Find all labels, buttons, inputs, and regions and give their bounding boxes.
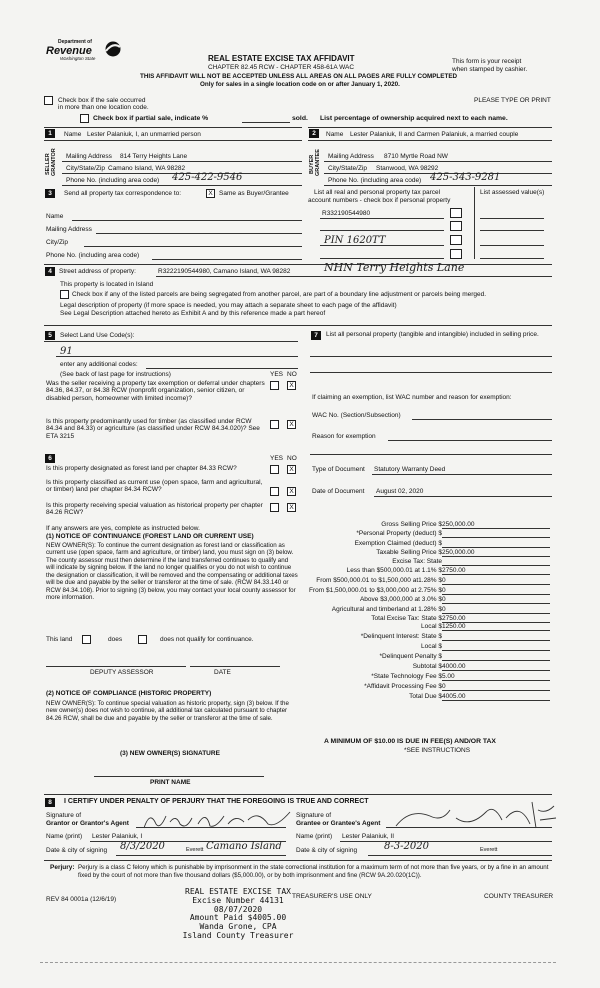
parcel-2: PIN 1620TT <box>324 235 386 246</box>
property-located: This property is located in Island <box>60 281 154 288</box>
sig-grantee-label-2: Grantee or Grantee's Agent <box>296 820 381 827</box>
parcels-header-1: List all real and personal property tax parcel <box>314 189 441 196</box>
stamp-line-4: Amount Paid $4005.00 <box>189 913 287 923</box>
partial-sale-label: Check box if partial sale, indicate % <box>93 115 209 122</box>
tax-row-label: From $1,500,000.01 to $3,000,000 at 2.75% $ <box>309 587 442 594</box>
tax-row-label: Local $ <box>421 623 442 630</box>
s6-question-3: Is this property receiving special valuation as historical property per chapter 84.26 RCW? <box>46 502 263 517</box>
tax-row-label: Less than $500,000.01 at 1.1% $ <box>346 567 442 574</box>
tax-row-value: 0 <box>442 606 446 613</box>
revenue-logo-icon <box>102 40 124 58</box>
multi-location-checkbox[interactable] <box>44 96 53 105</box>
buyer-phone: 425-343-9281 <box>430 172 501 183</box>
see-back-label: (See back of last page for instructions) <box>60 371 171 378</box>
legal-description-1: Legal description of property (if more space is needed, you may attach a separate sheet to each page of the affidavit) <box>60 302 397 309</box>
corr-city-label: City/Zip <box>46 239 69 246</box>
county-treasurer: COUNTY TREASURER <box>484 893 554 900</box>
partial-sale-percent-line[interactable] <box>242 122 290 123</box>
buyer-city-label: City/State/Zip <box>328 165 368 172</box>
tax-row-value: 0 <box>442 683 446 690</box>
minimum-due-note: A MINIMUM OF $10.00 IS DUE IN FEE(S) AND/OR TAX <box>324 738 496 745</box>
tax-row-rule <box>442 584 550 585</box>
receipt-note-2: when stamped by cashier. <box>452 66 528 73</box>
tax-row-value: 2750.00 <box>442 567 466 574</box>
tax-row-value: 2750.00 <box>442 615 466 622</box>
tax-row-rule <box>442 670 550 671</box>
tax-row-value: 0 <box>442 587 446 594</box>
segregated-checkbox[interactable] <box>60 290 69 299</box>
seller-name-label: Name <box>64 131 82 138</box>
rev-number: REV 84 0001a (12/6/19) <box>46 896 117 903</box>
wac-label: WAC No. (Section/Subsection) <box>312 412 401 419</box>
street-address-handwritten: NHN Terry Heights Lane <box>324 261 465 274</box>
reason-rule <box>388 440 552 441</box>
parcel-1: R332190544980 <box>322 210 371 217</box>
s6-q2-no-checkbox[interactable]: X <box>287 487 296 496</box>
corr-city-rule <box>84 246 302 247</box>
s5-q1-no-checkbox[interactable]: X <box>287 381 296 390</box>
tax-row-label: From $500,000.01 to $1,500,000 at1.28% $ <box>316 577 442 584</box>
parcel-rule-4 <box>320 258 444 259</box>
tax-row-rule <box>442 528 550 529</box>
correspondence-label: Send all property tax correspondence to: <box>64 190 182 197</box>
corr-phone-rule <box>152 259 302 260</box>
s5-yes-header: YES <box>270 371 284 378</box>
s5-question-1: Was the seller receiving a property tax exemption or deferral under chapters 84.36, 84.37, or 84.38 RCW (nonprofit organization, senior citizen, or disabled person, homeowner with limited income)? <box>46 380 265 402</box>
buyer-side-label-1: BUYER <box>309 154 315 174</box>
corr-name-label: Name <box>46 213 64 220</box>
warning-text: THIS AFFIDAVIT WILL NOT BE ACCEPTED UNLESS ALL AREAS ON ALL PAGES ARE FULLY COMPLETED <box>140 73 458 80</box>
revenue-logo <box>46 40 95 61</box>
tax-row-label: *State Technology Fee $ <box>371 673 442 680</box>
tax-row-rule <box>442 603 550 604</box>
certify-statement: I CERTIFY UNDER PENALTY OF PERJURY THAT THE FOREGOING IS TRUE AND CORRECT <box>64 798 369 805</box>
multi-location-label-1: Check box if the sale occurred <box>58 97 146 104</box>
legal-description-2: See Legal Description attached hereto as Exhibit A and by this reference made a part hereof <box>60 310 326 317</box>
treasurer-stamp <box>176 888 300 941</box>
section-8-number: 8 <box>45 798 55 807</box>
does-not-qualify-label: does not qualify for continuance. <box>160 636 254 643</box>
tax-row-label: Excise Tax: State <box>392 558 442 565</box>
tax-row-value: 5.00 <box>442 673 455 680</box>
additional-codes-label: enter any additional codes: <box>60 361 138 368</box>
buyer-mailing-rule <box>324 161 552 162</box>
notice-1-title: (1) NOTICE OF CONTINUANCE (FOREST LAND OR CURRENT USE) <box>46 533 254 540</box>
s6-question-1: Is this property designated as forest land per chapter 84.33 RCW? <box>46 465 237 472</box>
grantor-city-typed: Everett <box>186 847 204 853</box>
grantor-date-rule <box>116 855 286 856</box>
section-6-number: 6 <box>45 454 55 463</box>
only-for-text: Only for sales in a single location code on or after January 1, 2020. <box>200 81 400 88</box>
form-title: REAL ESTATE EXCISE TAX AFFIDAVIT <box>208 54 355 63</box>
stamp-line-2: Excise Number 44131 <box>192 895 284 905</box>
deputy-date-label: DATE <box>214 669 231 676</box>
multi-location-label-2: in more than one location code. <box>58 104 149 111</box>
seller-name-rule <box>44 140 302 141</box>
section-2-top-rule <box>308 127 552 128</box>
parcel-rule-2 <box>320 230 444 231</box>
tax-row-value: 250,000.00 <box>442 549 475 556</box>
corr-mailing-rule <box>96 233 302 234</box>
perjury-label: Perjury: <box>50 864 75 871</box>
page-bottom-edge <box>40 962 556 963</box>
partial-sale-checkbox[interactable] <box>80 114 89 123</box>
sig-grantor-label-1: Signature of <box>46 812 82 819</box>
personal-property-label: List all personal property (tangible and intangible) included in selling price. <box>326 331 539 338</box>
tax-row-value: 250,000.00 <box>442 521 475 528</box>
deputy-assessor-rule <box>46 666 186 667</box>
reason-rule-2 <box>310 454 552 455</box>
doc-date: August 02, 2020 <box>376 488 424 495</box>
doc-type-label: Type of Document <box>312 466 365 473</box>
sig-grantee-label-1: Signature of <box>296 812 332 819</box>
tax-row-rule <box>442 660 550 661</box>
personal-property-rule-1 <box>310 356 552 357</box>
tax-row-rule <box>442 537 550 538</box>
receipt-note-1: This form is your receipt <box>452 58 522 65</box>
parcels-divider <box>474 187 475 259</box>
parcel-4-personal-checkbox[interactable] <box>450 249 462 259</box>
agency-name: Revenue <box>46 44 92 57</box>
deputy-date-rule <box>190 666 280 667</box>
s6-q1-no-checkbox[interactable]: X <box>287 465 296 474</box>
wac-rule <box>412 419 552 420</box>
assessed-rule-4 <box>480 258 544 259</box>
assessed-header: List assessed value(s) <box>480 189 545 196</box>
grantor-name: Lester Palaniuk, I <box>92 833 143 840</box>
parcel-3-personal-checkbox[interactable] <box>450 235 462 245</box>
tax-row-label: Taxable Selling Price $ <box>376 549 442 556</box>
agency-state: Washington State <box>60 55 96 61</box>
stamp-line-6: Island County Treasurer <box>182 930 294 940</box>
seller-phone-label: Phone No. (including area code) <box>66 177 160 184</box>
assessed-rule-2 <box>480 230 544 231</box>
tax-row-value: 0 <box>442 577 446 584</box>
s6-q3-yes-checkbox[interactable] <box>270 503 279 512</box>
seller-side-label-1: SELLER <box>45 153 51 175</box>
stamp-line-3: 08/07/2020 <box>213 904 263 914</box>
tax-row-rule <box>442 556 550 557</box>
s6-question-2: Is this property classified as current use (open space, farm and agricultural, or timber) land per chapter 84.34 RCW? <box>46 479 263 494</box>
buyer-mailing-label: Mailing Address <box>328 153 374 160</box>
land-use-code: 91 <box>60 346 73 357</box>
stamp-line-5: Wanda Grone, CPA <box>199 922 277 932</box>
s6-no-header: NO <box>287 455 297 462</box>
treasurer-use-only: TREASURER'S USE ONLY <box>292 893 372 900</box>
does-label: does <box>108 636 123 643</box>
seller-name: Lester Palaniuk, I, an unmarried person <box>87 131 201 138</box>
tax-row-rule <box>442 630 550 631</box>
buyer-name-label: Name <box>326 131 344 138</box>
assessed-rule-1 <box>480 218 544 219</box>
street-address-label: Street address of property: <box>59 268 136 275</box>
sig-grantor-label-2: Grantor or Grantor's Agent <box>46 820 129 827</box>
buyer-name: Lester Palaniuk, II and Carmen Palaniuk, a married couple <box>350 131 519 138</box>
exemption-claim-label: If claiming an exemption, list WAC number and reason for exemption: <box>312 394 512 401</box>
tax-row-rule <box>442 680 550 681</box>
buyer-phone-rule <box>324 185 552 186</box>
grantee-date-city-label: Date & city of signing <box>296 847 358 854</box>
grantor-date: 8/3/2020 <box>120 841 165 852</box>
agency-label: Department of <box>58 39 92 45</box>
tax-row-value: 0 <box>442 596 446 603</box>
land-use-code-rule <box>56 356 298 357</box>
seller-phone-rule <box>62 185 302 186</box>
grantee-name-rule <box>340 841 552 842</box>
personal-property-rule-2 <box>310 372 552 373</box>
tax-row-rule <box>442 650 550 651</box>
section-8-top-rule <box>44 794 552 795</box>
same-as-buyer-checkbox[interactable]: X <box>206 189 215 198</box>
grantee-date: 8-3-2020 <box>384 841 429 852</box>
perjury-top-rule <box>44 860 552 861</box>
seller-city-label: City/State/Zip <box>66 165 106 172</box>
tax-row-rule <box>442 700 550 701</box>
seller-mailing: 814 Terry Heights Lane <box>120 153 188 160</box>
grantee-name: Lester Palaniuk, II <box>342 833 395 840</box>
segregated-label: Check box if any of the listed parcels are being segregated from another parcel, are part of a boundary line adjustment or parcels being merged. <box>72 291 487 298</box>
grantee-city-typed: Everett <box>480 847 498 853</box>
tax-row-label: *Affidavit Processing Fee $ <box>364 683 442 690</box>
tax-row-value: 4000.00 <box>442 663 466 670</box>
buyer-mailing: 8710 Myrtle Road NW <box>384 153 448 160</box>
section-2-number: 2 <box>309 129 319 138</box>
buyer-phone-label: Phone No. (including area code) <box>328 177 422 184</box>
tax-row-label: *Personal Property (deduct) $ <box>356 530 442 537</box>
section-5-number: 5 <box>45 331 55 340</box>
tax-row-rule <box>442 547 550 548</box>
parcel-rule-1 <box>320 218 444 219</box>
if-yes-note: If any answers are yes, complete as instructed below. <box>46 525 200 532</box>
section-1-number: 1 <box>45 129 55 138</box>
assessed-rule-3 <box>480 245 544 246</box>
buyer-city: Stanwood, WA 98292 <box>376 165 439 172</box>
doc-type-rule <box>372 474 552 475</box>
tax-row-label: Gross Selling Price $ <box>381 521 442 528</box>
see-instructions-note: *SEE INSTRUCTIONS <box>404 747 471 754</box>
tax-row-value: 1250.00 <box>442 623 466 630</box>
s6-q2-yes-checkbox[interactable] <box>270 487 279 496</box>
section-3-number: 3 <box>45 189 55 198</box>
form-chapter: CHAPTER 82.45 RCW - CHAPTER 458-61A WAC <box>208 64 355 71</box>
buyer-name-rule <box>308 140 552 141</box>
grantor-date-city-label: Date & city of signing <box>46 847 108 854</box>
parcel-2-personal-checkbox[interactable] <box>450 221 462 231</box>
grantee-name-label: Name (print) <box>296 833 333 840</box>
notice-2-title: (2) NOTICE OF COMPLIANCE (HISTORIC PROPERTY) <box>46 690 212 697</box>
land-use-label: Select Land Use Code(s): <box>60 332 135 339</box>
s5-q1-yes-checkbox[interactable] <box>270 381 279 390</box>
tax-row-label: *Delinquent Penalty $ <box>379 653 442 660</box>
reason-label: Reason for exemption <box>312 433 376 440</box>
new-owner-signature-label: (3) NEW OWNER(S) SIGNATURE <box>120 750 220 757</box>
same-as-buyer-label: Same as Buyer/Grantee <box>219 190 289 197</box>
grantee-signature <box>390 798 562 832</box>
street-address: R3222190544980, Camano Island, WA 98282 <box>158 268 291 275</box>
tax-row-label: Total Due $ <box>409 693 442 700</box>
tax-row-label: Subtotal $ <box>412 663 442 670</box>
land-use-header-rule <box>44 341 298 342</box>
tax-row-label: Above $3,000,000 at 3.0% $ <box>359 596 442 603</box>
section-7-number: 7 <box>311 331 321 340</box>
print-name-label: PRINT NAME <box>150 779 191 786</box>
deputy-assessor-label: DEPUTY ASSESSOR <box>90 669 154 676</box>
notice-1-body: NEW OWNER(S): To continue the current designation as forest land or classification as current use (open space, farm and agriculture, or timber) land, you must sign on (3) below. The county assessor must then determine if the land transferred continues to qualify and will indicate by signing below. If the land no longer qualifies or you do not wish to continue the designation or classification, it will be removed and the compensating or additional taxes will be due and payable by the seller or transferor at the time of sale. (RCW 84.33.140 or RCW 84.34.108). Prior to signing (3) below, you may contact your local county assessor for more information. <box>46 542 298 602</box>
perjury-text: Perjury is a class C felony which is punishable by imprisonment in the state correctional institution for a maximum term of not more than five years, or by a fine in an amount fixed by the court of not more than five thousand dollars ($5,000.00), or by both imprisonment and fine (RCW 9A.20.020(1C)). <box>78 864 549 879</box>
corr-phone-label: Phone No. (including area code) <box>46 252 140 259</box>
corr-mailing-label: Mailing Address <box>46 226 92 233</box>
section-4-bottom-rule <box>44 325 552 326</box>
s5-q2-yes-checkbox[interactable] <box>270 420 279 429</box>
land-does-checkbox[interactable] <box>82 635 91 644</box>
seller-side-label-2: GRANTOR <box>51 148 57 176</box>
tax-row-rule <box>442 565 550 566</box>
notice-2-body: NEW OWNER(S): To continue special valuation as historic property, sign (3) below. If the new owner(s) does not wish to continue, all additional tax calculated pursuant to chapter 84.26 RCW, shall be due and payable by the seller or transferor at the time of sale. <box>46 700 289 722</box>
section-4-top-rule <box>44 264 552 265</box>
buyer-side-label-2: GRANTEE <box>315 149 321 176</box>
seller-city: Camano Island, WA 98282 <box>108 165 186 172</box>
s5-q2-no-checkbox[interactable]: X <box>287 420 296 429</box>
tax-row-label: Exemption Claimed (deduct) $ <box>354 540 442 547</box>
tax-row-label: *Delinquent Interest: State $ <box>360 633 442 640</box>
section-1-top-rule <box>44 127 302 128</box>
seller-mailing-rule <box>62 161 302 162</box>
tax-row-value: 4005.00 <box>442 693 466 700</box>
street-address-rule <box>156 276 552 277</box>
doc-date-rule <box>374 496 552 497</box>
ownership-percent-note: List percentage of ownership acquired next to each name. <box>320 115 508 122</box>
tax-row-rule <box>442 690 550 691</box>
stamp-line-1: REAL ESTATE EXCISE TAX <box>185 887 291 896</box>
grantor-signature <box>140 806 300 832</box>
parcels-header-2: account numbers - check box if personal property <box>308 197 451 204</box>
additional-codes-rule <box>146 368 298 369</box>
grantor-name-label: Name (print) <box>46 833 83 840</box>
doc-date-label: Date of Document <box>312 488 365 495</box>
s5-question-2: Is this property predominantly used for timber (as classified under RCW 84.34 and 84.33) or agriculture (as classified under RCW 84.34.020)? See ETA 3215 <box>46 418 260 440</box>
corr-name-rule <box>72 220 302 221</box>
doc-type: Statutory Warranty Deed <box>374 466 446 473</box>
s6-yes-header: YES <box>270 455 284 462</box>
tax-row-label: Total Excise Tax: State $ <box>371 615 442 622</box>
s6-q1-yes-checkbox[interactable] <box>270 465 279 474</box>
parcel-1-personal-checkbox[interactable] <box>450 208 462 218</box>
print-note: PLEASE TYPE OR PRINT <box>474 97 551 104</box>
this-land-label: This land <box>46 636 73 643</box>
tax-row-rule <box>442 640 550 641</box>
s6-q3-no-checkbox[interactable]: X <box>287 503 296 512</box>
tax-row-label: Local $ <box>421 643 442 650</box>
section-4-number: 4 <box>45 267 55 276</box>
grantee-date-rule <box>368 855 552 856</box>
tax-row-label: Agricultural and timberland at 1.28% $ <box>331 606 442 613</box>
seller-mailing-label: Mailing Address <box>66 153 112 160</box>
partial-sale-sold: sold. <box>292 115 308 122</box>
seller-phone: 425-422-9546 <box>172 172 243 183</box>
tax-row-rule <box>442 613 550 614</box>
tax-row-rule <box>442 594 550 595</box>
s5-no-header: NO <box>287 371 297 378</box>
new-owner-signature-rule <box>94 776 264 777</box>
grantor-city: Camano Island <box>206 841 282 852</box>
tax-row-rule <box>442 574 550 575</box>
parcel-rule-3 <box>320 245 444 246</box>
land-does-not-checkbox[interactable] <box>138 635 147 644</box>
